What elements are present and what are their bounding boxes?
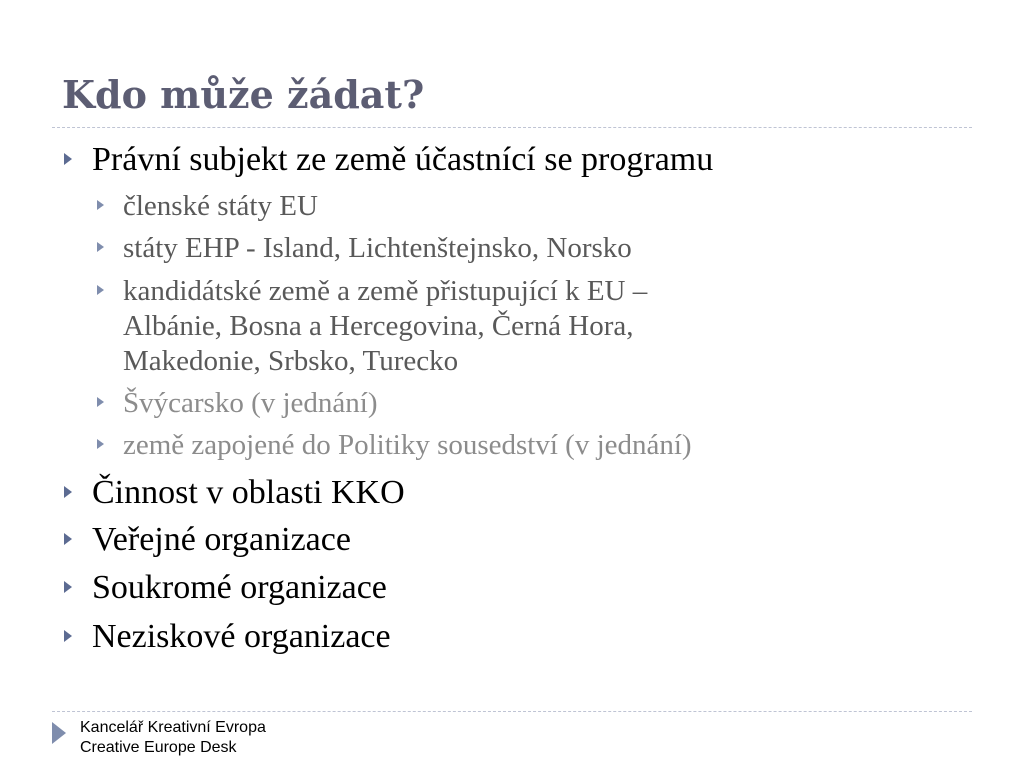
sub-bullet-neighbourhood-policy xyxy=(123,428,692,462)
triangle-bullet-icon xyxy=(64,153,72,165)
bullet-text: Veřejné organizace xyxy=(92,521,351,558)
bullet-text: Neziskové organizace xyxy=(92,618,391,655)
bullet-public-organizations xyxy=(92,520,351,560)
triangle-bullet-icon xyxy=(97,285,104,295)
triangle-bullet-icon xyxy=(64,581,72,593)
triangle-bullet-icon xyxy=(97,439,104,449)
bullet-cultural-activity xyxy=(92,473,405,513)
slide-title: Kdo může žádat? xyxy=(62,72,425,117)
bullet-legal-entity xyxy=(92,140,713,180)
sub-bullet-text: Makedonie, Srbsko, Turecko xyxy=(123,345,459,377)
triangle-bullet-icon xyxy=(64,630,72,642)
sub-bullet-text: státy EHP - Island, Lichtenštejnsko, Norsko xyxy=(123,232,632,264)
footer-desk-name: Creative Europe Desk xyxy=(80,739,237,756)
sub-bullet-eu-states xyxy=(123,189,318,223)
footer xyxy=(80,718,266,758)
sub-bullet-eea-states xyxy=(123,231,632,265)
sub-bullet-switzerland xyxy=(123,386,378,420)
triangle-bullet-icon xyxy=(97,200,104,210)
triangle-bullet-icon xyxy=(97,397,104,407)
sub-bullet-text: země zapojené do Politiky sousedství (v jednání) xyxy=(123,429,692,461)
footer-arrow-icon xyxy=(52,722,66,744)
sub-bullet-text: členské státy EU xyxy=(123,190,318,222)
bullet-private-organizations xyxy=(92,568,387,608)
triangle-bullet-icon xyxy=(64,533,72,545)
footer-office-name: Kancelář Kreativní Evropa xyxy=(80,719,266,736)
triangle-bullet-icon xyxy=(64,486,72,498)
sub-bullet-candidate-countries-line2 xyxy=(123,309,634,343)
sub-bullet-text: Albánie, Bosna a Hercegovina, Černá Hora, xyxy=(123,310,634,342)
triangle-bullet-icon xyxy=(97,242,104,252)
bullet-text: Právní subjekt ze země účastnící se programu xyxy=(92,141,714,178)
sub-bullet-candidate-countries xyxy=(123,274,647,308)
bullet-text: Činnost v oblasti KKO xyxy=(92,474,405,511)
sub-bullet-text: kandidátské země a země přistupující k EU – xyxy=(123,275,648,307)
bullet-text: Soukromé organizace xyxy=(92,569,387,606)
sub-bullet-text: Švýcarsko (v jednání) xyxy=(123,387,378,419)
footer-divider xyxy=(52,711,972,712)
sub-bullet-candidate-countries-line3 xyxy=(123,344,458,378)
bullet-nonprofit-organizations xyxy=(92,617,391,657)
